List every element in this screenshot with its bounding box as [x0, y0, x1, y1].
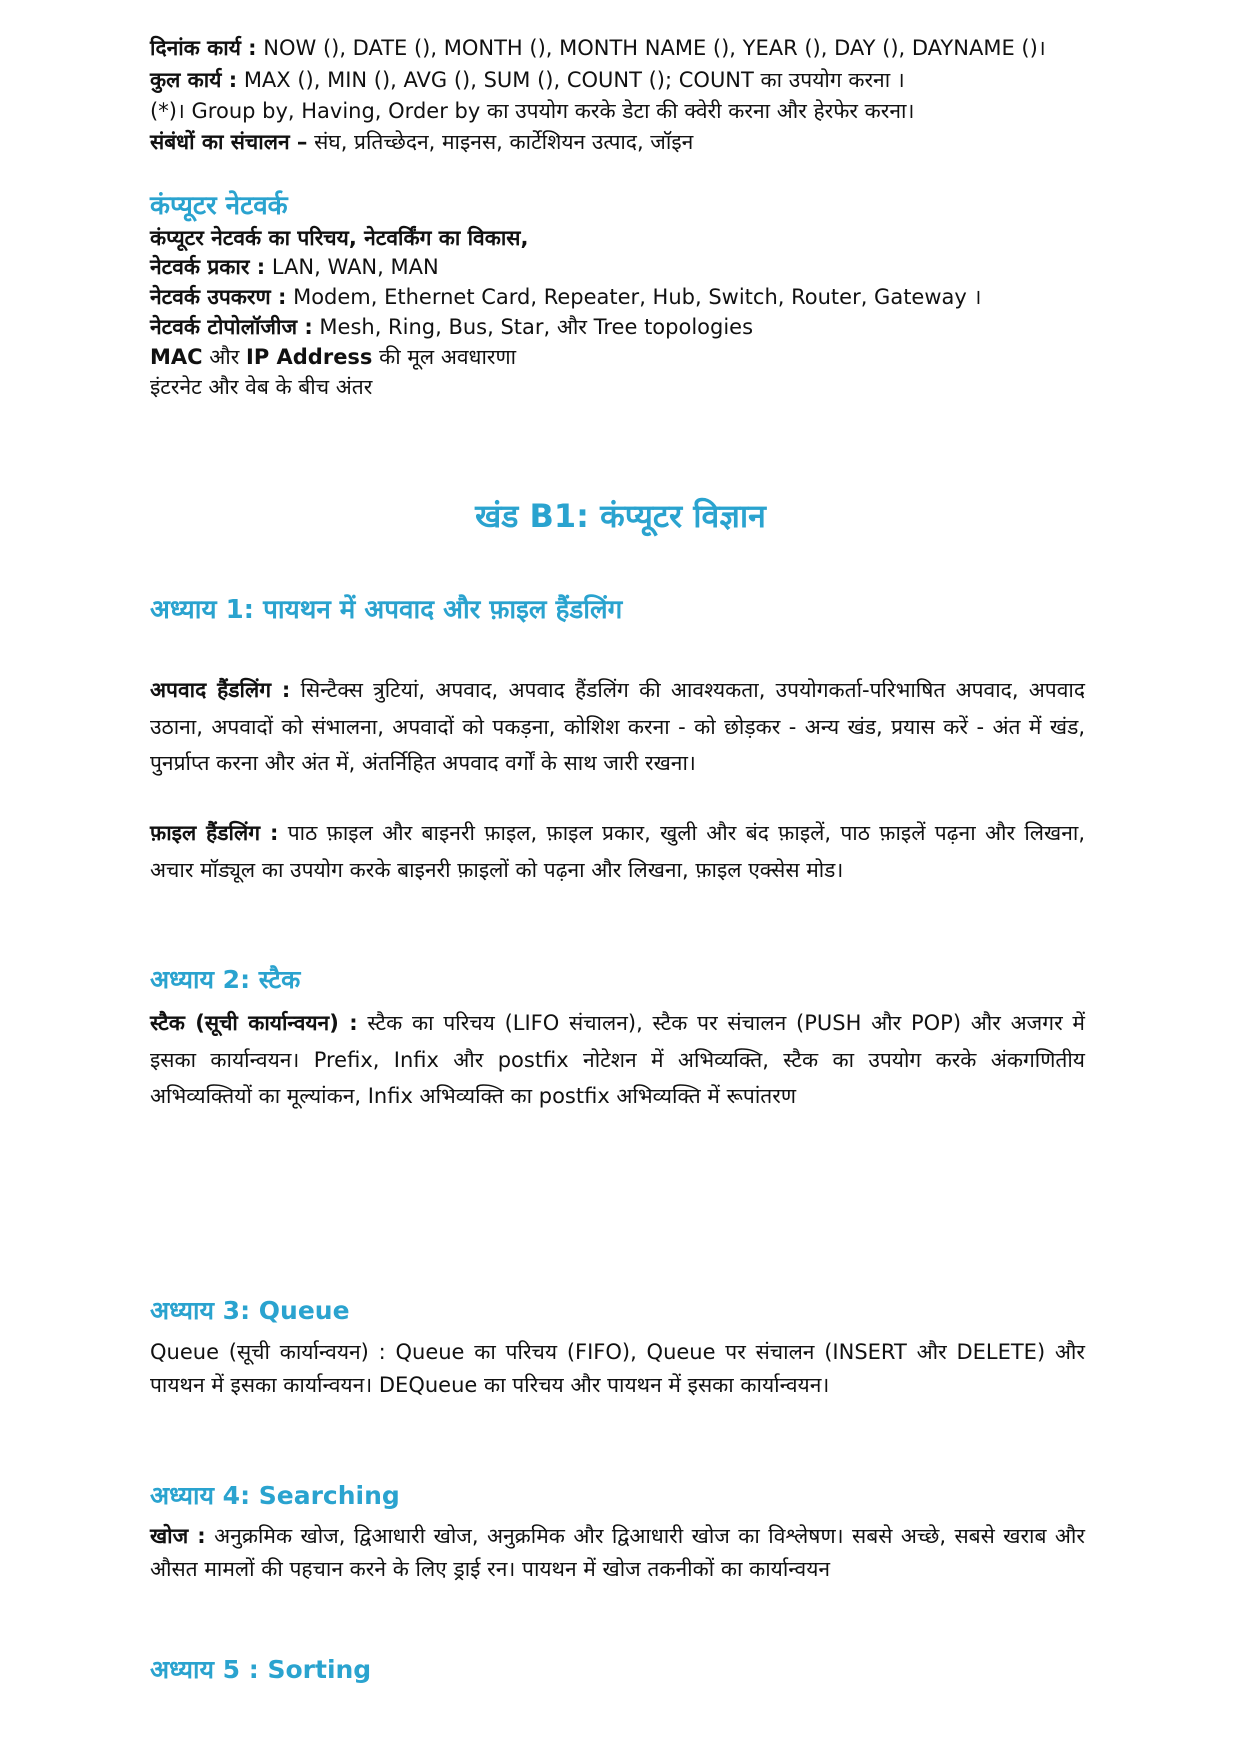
searching-label: खोज :	[150, 1524, 206, 1548]
chapter5-heading: अध्याय 5 : Sorting	[150, 1655, 372, 1684]
aggregate-functions-text: MAX (), MIN (), AVG (), SUM (), COUNT (); COUNT का उपयोग करना ।	[237, 68, 905, 92]
ip-address-label: IP Address	[246, 345, 373, 369]
mac-connector: और	[202, 345, 246, 369]
groupby-line	[150, 96, 1090, 126]
queue-paragraph	[150, 1336, 1085, 1402]
network-types-line	[150, 252, 1090, 282]
internet-web-line	[150, 372, 1090, 402]
stack-text: स्टैक का परिचय (LIFO संचालन), स्टैक पर संचालन (PUSH और POP) और अजगर में इसका कार्यान्वयन। Prefix, Infix और postfix नोटेशन में अभिव्यक्ति, स्टैक का उपयोग करके अंकगणितीय अभिव्यक्तियों का मूल्यांकन, Infix अभिव्यक्ति का postfix अभिव्यक्ति में रूपांतरण	[150, 1011, 1085, 1108]
network-types-label: नेटवर्क प्रकार :	[150, 255, 266, 279]
groupby-text: (*)। Group by, Having, Order by का उपयोग करके डेटा की क्वेरी करना और हेरफेर करना।	[150, 99, 915, 123]
networks-intro: कंप्यूटर नेटवर्क का परिचय, नेटवर्किंग का विकास,	[150, 226, 529, 250]
aggregate-functions-line	[150, 65, 1090, 95]
mac-label: MAC	[150, 345, 203, 369]
networks-heading: कंप्यूटर नेटवर्क	[150, 191, 288, 221]
chapter3-heading: अध्याय 3: Queue	[150, 1296, 350, 1325]
relations-line	[150, 127, 1090, 157]
date-functions-line	[150, 33, 1090, 63]
searching-paragraph	[150, 1520, 1085, 1586]
mac-ip-text: की मूल अवधारणा	[372, 345, 517, 369]
chapter4-heading: अध्याय 4: Searching	[150, 1481, 400, 1510]
relations-label: संबंधों का संचालन –	[150, 130, 308, 154]
aggregate-functions-label: कुल कार्य :	[150, 68, 238, 92]
network-topologies-line	[150, 312, 1090, 342]
network-topologies-label: नेटवर्क टोपोलॉजीज :	[150, 315, 313, 339]
date-functions-label: दिनांक कार्य :	[150, 36, 257, 60]
exception-handling-label: अपवाद हैंडलिंग :	[150, 678, 291, 702]
mac-ip-line	[150, 342, 1090, 372]
date-functions-text: NOW (), DATE (), MONTH (), MONTH NAME (), YEAR (), DAY (), DAYNAME ()।	[256, 36, 1046, 60]
exception-handling-paragraph	[150, 672, 1085, 782]
network-devices-label: नेटवर्क उपकरण :	[150, 285, 287, 309]
relations-text: संघ, प्रतिच्छेदन, माइनस, कार्टेशियन उत्पाद, जॉइन	[307, 130, 694, 154]
exception-handling-text: सिन्टैक्स त्रुटियां, अपवाद, अपवाद हैंडलिंग की आवश्यकता, उपयोगकर्ता-परिभाषित अपवाद, अपवाद उठाना, अपवादों को संभालना, अपवादों को पकड़ना, कोशिश करना - को छोड़कर - अन्य खंड, प्रयास करें - अंत में खंड, पुनर्प्राप्त करना और अंत में, अंतर्निहित अपवाद वर्गों के साथ जारी रखना।	[150, 678, 1085, 775]
queue-text: Queue (सूची कार्यान्वयन) : Queue का परिचय (FIFO), Queue पर संचालन (INSERT और DELETE) और पायथन में इसका कार्यान्वयन। DEQueue का परिचय और पायथन में इसका कार्यान्वयन।	[150, 1340, 1085, 1397]
stack-label: स्टैक (सूची कार्यान्वयन) :	[150, 1011, 358, 1035]
chapter2-heading: अध्याय 2: स्टैक	[150, 965, 301, 994]
chapter1-heading: अध्याय 1: पायथन में अपवाद और फ़ाइल हैंडलिंग	[150, 595, 623, 625]
searching-text: अनुक्रमिक खोज, द्विआधारी खोज, अनुक्रमिक और द्विआधारी खोज का विश्लेषण। सबसे अच्छे, सबसे खराब और औसत मामलों की पहचान करने के लिए ड्राई रन। पायथन में खोज तकनीकों का कार्यान्वयन	[150, 1524, 1085, 1581]
network-types-text: LAN, WAN, MAN	[265, 255, 439, 279]
internet-web-text: इंटरनेट और वेब के बीच अंतर	[150, 375, 373, 399]
file-handling-text: पाठ फ़ाइल और बाइनरी फ़ाइल, फ़ाइल प्रकार, खुली और बंद फ़ाइलें, पाठ फ़ाइलें पढ़ना और लिखना, अचार मॉड्यूल का उपयोग करके बाइनरी फ़ाइलों को पढ़ना और लिखना, फ़ाइल एक्सेस मोड।	[150, 821, 1085, 882]
network-devices-text: Modem, Ethernet Card, Repeater, Hub, Switch, Router, Gateway ।	[286, 285, 982, 309]
networks-intro-line	[150, 223, 1090, 253]
network-topologies-text: Mesh, Ring, Bus, Star, और Tree topologies	[312, 315, 754, 339]
file-handling-label: फ़ाइल हैंडलिंग :	[150, 821, 279, 845]
part-title: खंड B1: कंप्यूटर विज्ञान	[475, 497, 766, 535]
stack-paragraph	[150, 1005, 1085, 1115]
file-handling-paragraph	[150, 815, 1085, 888]
network-devices-line	[150, 282, 1090, 312]
